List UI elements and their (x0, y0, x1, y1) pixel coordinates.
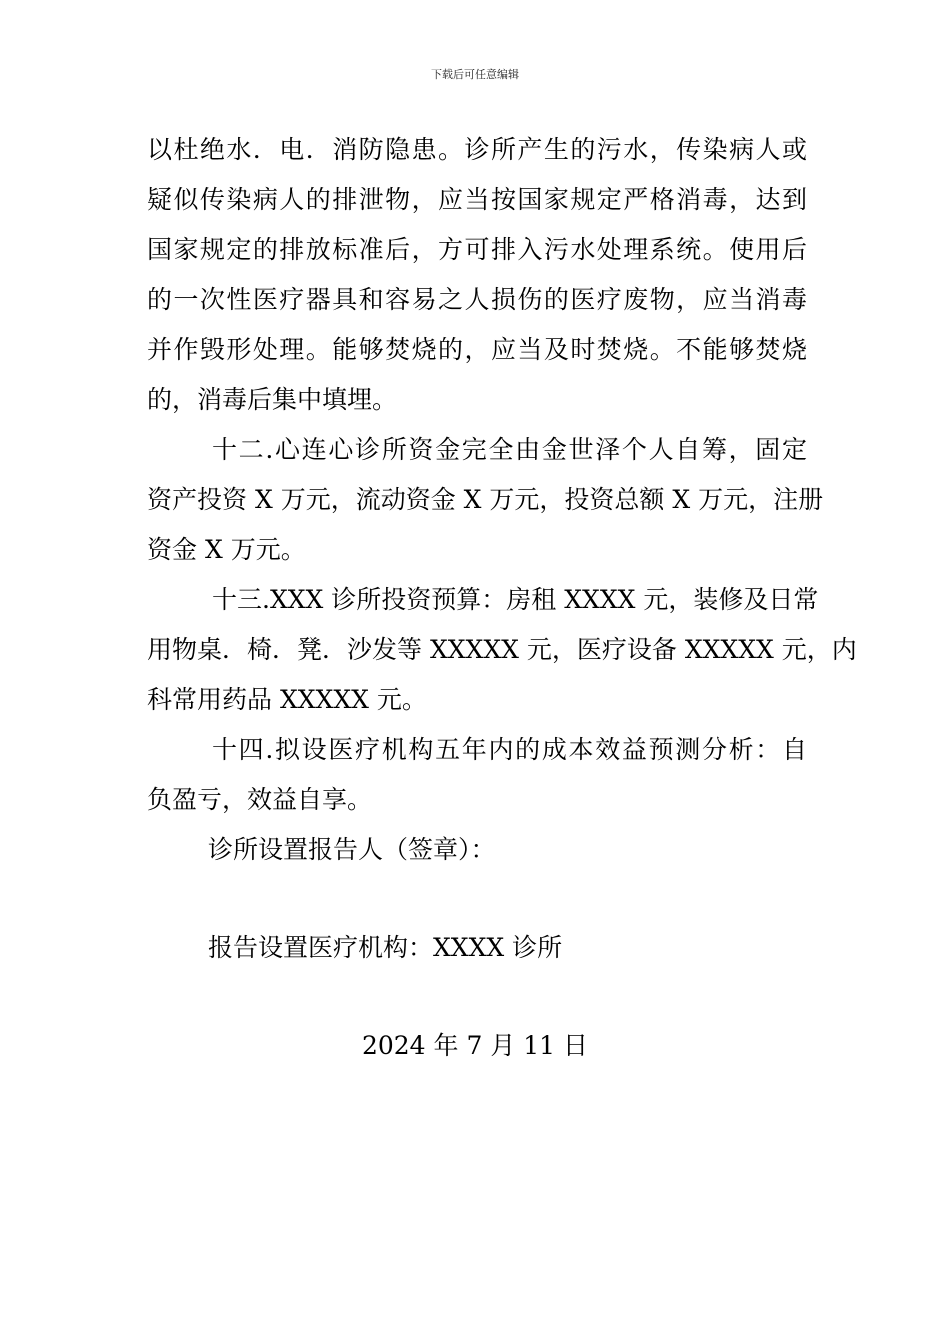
paragraph-line: 十四.拟设医疗机构五年内的成本效益预测分析：自 (212, 735, 807, 764)
paragraph-line: 科常用药品 XXXXX 元。 (147, 685, 427, 714)
signer-label: 诊所设置报告人（签章）： (208, 835, 496, 864)
paragraph-line: 疑似传染病人的排泄物，应当按国家规定严格消毒，达到 (147, 185, 807, 214)
paragraph-line: 的，消毒后集中填埋。 (147, 385, 398, 414)
paragraph-line: 的一次性医疗器具和容易之人损伤的医疗废物，应当消毒 (147, 285, 807, 314)
paragraph-line: 负盈亏，效益自享。 (147, 785, 373, 814)
paragraph-line: 国家规定的排放标准后，方可排入污水处理系统。使用后 (147, 235, 807, 264)
paragraph-line: 资产投资 X 万元，流动资金 X 万元，投资总额 X 万元，注册 (147, 485, 824, 514)
paragraph-line: 用物桌．椅．凳．沙发等 XXXXX 元，医疗设备 XXXXX 元，内 (147, 635, 857, 664)
paragraph-line: 资金 X 万元。 (147, 535, 306, 564)
paragraph-line: 并作毁形处理。能够焚烧的，应当及时焚烧。不能够焚烧 (147, 335, 807, 364)
document-date: 2024 年 7 月 11 日 (361, 1031, 589, 1060)
paragraph-line: 十二.心连心诊所资金完全由金世泽个人自筹，固定 (212, 435, 807, 464)
page-header-note: 下载后可任意编辑 (431, 68, 519, 81)
paragraph-line: 十三.XXX 诊所投资预算：房租 XXXX 元，装修及日常 (212, 585, 819, 614)
paragraph-line: 以杜绝水．电．消防隐患。诊所产生的污水，传染病人或 (147, 135, 807, 164)
institution-line: 报告设置医疗机构：XXXX 诊所 (208, 933, 563, 962)
